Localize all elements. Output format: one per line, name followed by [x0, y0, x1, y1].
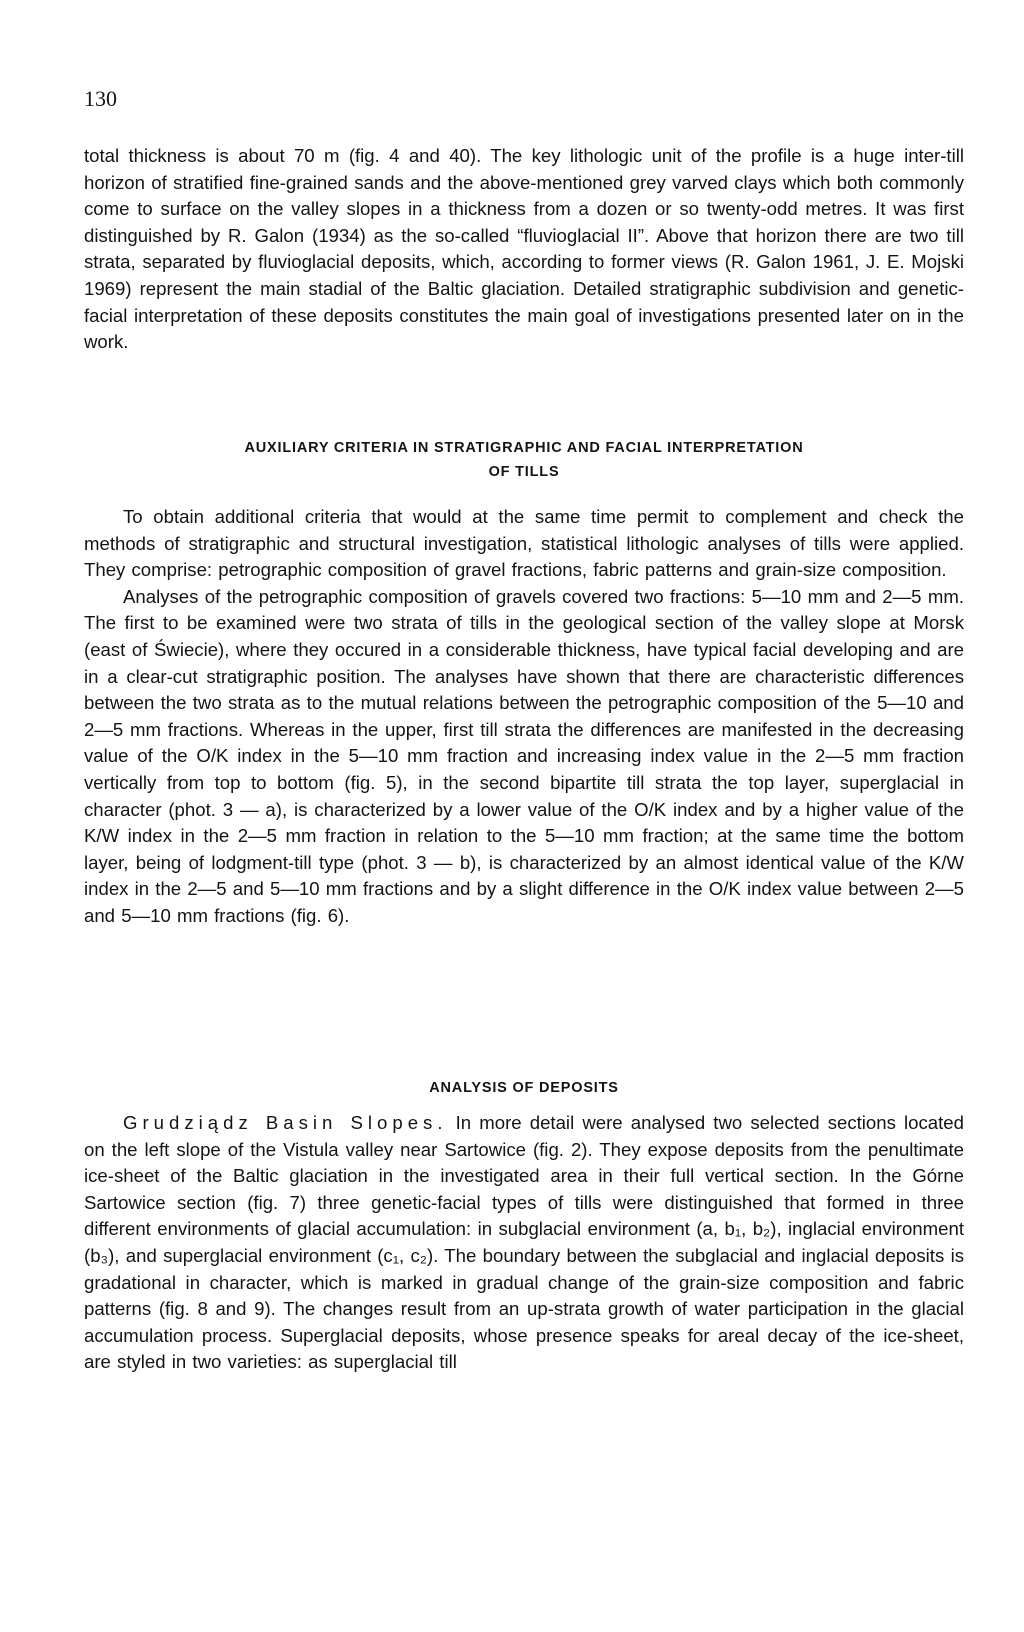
section-heading-auxiliary-criteria	[84, 436, 964, 484]
intro-paragraph: total thickness is about 70 m (fig. 4 and 40). The key lithologic unit of the profile is a huge inter-till horizon of stratified fine-grained sands and the above-mentioned grey varved clays which both commonly come to surface on the valley slopes in a thickness from a dozen or so twenty-odd metres. It was first distinguished by R. Galon (1934) as the so-called “fluvioglacial II”. Above that horizon there are two till strata, separated by fluvioglacial deposits, which, according to former views (R. Galon 1961, J. E. Mojski 1969) represent the main stadial of the Baltic glaciation. Detailed stratigraphic subdivision and genetic-facial interpretation of these deposits constitutes the main goal of investigations presented later on in the work.	[84, 145, 964, 353]
section-heading-line-2: OF TILLS	[488, 464, 560, 480]
analysis-of-deposits-body	[84, 1110, 964, 1376]
page-number: 130	[84, 86, 117, 111]
section-heading-line-1: AUXILIARY CRITERIA IN STRATIGRAPHIC AND FACIAL INTERPRETATION	[244, 440, 804, 456]
section-heading-analysis-of-deposits: ANALYSIS OF DEPOSITS	[429, 1080, 619, 1096]
intro-text	[84, 143, 964, 356]
body-paragraph-3	[84, 1110, 964, 1376]
body-paragraph-1: To obtain additional criteria that would at the same time permit to complement and check the methods of stratigraphic and structural investigation, statistical lithologic analyses of tills were applied. They comprise: petrographic composition of gravel fractions, fabric patterns and grain-size composition.	[84, 506, 964, 581]
body-paragraph-3-text: In more detail were analysed two selected sections located on the left slope of the Vistula valley near Sartowice (fig. 2). They expose deposits from the penultimate ice-sheet of the Baltic glaciation in the investigated area in their full vertical section. In the Górne Sartowice section (fig. 7) three genetic-facial types of tills were distinguished that formed in three different environments of glacial accumulation: in subglacial environment (a, b₁, b₂), inglacial environment (b₃), and superglacial environment (c₁, c₂). The boundary between the subglacial and inglacial deposits is gradational in character, which is marked in gradual change of the grain-size composition and fabric patterns (fig. 8 and 9). The changes result from an up-strata growth of water participation in the glacial accumulation process. Superglacial deposits, whose presence speaks for areal decay of the ice-sheet, are styled in two varieties: as superglacial till	[84, 1112, 964, 1373]
auxiliary-criteria-body	[84, 504, 964, 930]
subsection-lead-grudziadz-basin-slopes: Grudziądz Basin Slopes.	[123, 1112, 448, 1133]
body-paragraph-2: Analyses of the petrographic composition of gravels covered two fractions: 5—10 mm and 2—5 mm. The first to be examined were two strata of tills in the geological section of the valley slope at Morsk (east of Świecie), where they occured in a considerable thickness, have typical facial developing and are in a clear-cut stratigraphic position. The analyses have shown that there are characteristic differences between the two strata as to the mutual relations between the petrographic composition of the 5—10 and 2—5 mm fractions. Whereas in the upper, first till strata the differences are manifested in the decreasing value of the O/K index in the 5—10 mm fraction and increasing index value in the 2—5 mm fraction vertically from top to bottom (fig. 5), in the second bipartite till strata the top layer, superglacial in character (phot. 3 — a), is characterized by a lower value of the O/K index and by a higher value of the K/W index in the 2—5 mm fraction in relation to the 5—10 mm fraction; at the same time the bottom layer, being of lodgment-till type (phot. 3 — b), is characterized by an almost identical value of the K/W index in the 2—5 and 5—10 mm fractions and by a slight difference in the O/K index value between 2—5 and 5—10 mm fractions (fig. 6).	[84, 585, 964, 926]
